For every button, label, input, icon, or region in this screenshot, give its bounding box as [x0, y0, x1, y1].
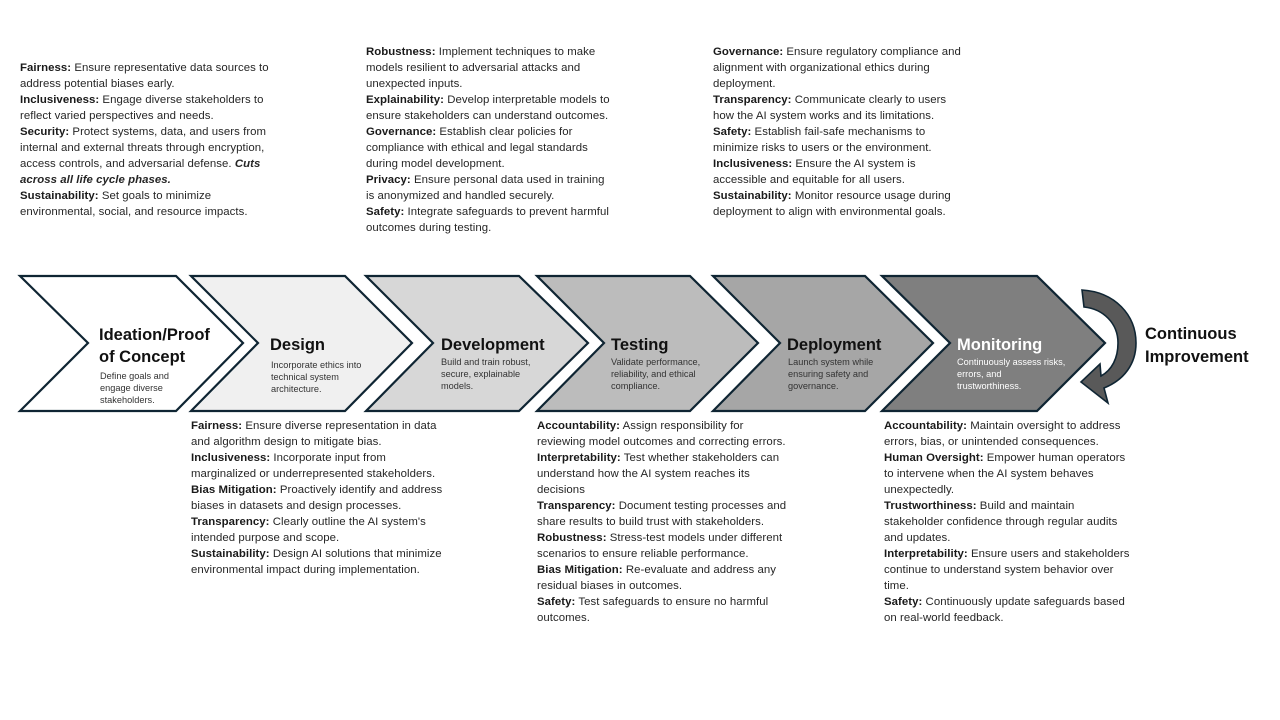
desc-line: architecture.	[271, 384, 322, 394]
principle-text: Integrate safeguards to prevent harmful outcomes during testing.	[366, 206, 609, 234]
principle-term: Trustworthiness:	[884, 500, 977, 512]
desc-line: Build and train robust,	[441, 357, 531, 367]
principle-item	[713, 156, 961, 188]
principle-text: Engage diverse stakeholders to reflect varied perspectives and needs.	[20, 94, 264, 122]
desc-line: Define goals and	[100, 371, 169, 381]
desc-line: Launch system while	[788, 357, 874, 367]
principle-text: Continuously update safeguards based on real-world feedback.	[884, 596, 1125, 624]
desc-line: secure, explainable	[441, 369, 521, 379]
principle-item	[884, 450, 1134, 498]
principle-text: Empower human operators to intervene when the AI system behaves unexpectedly.	[884, 452, 1126, 496]
principle-item	[537, 594, 787, 626]
principle-item	[366, 172, 611, 204]
principle-term: Governance:	[366, 126, 437, 138]
stage-description	[957, 356, 1065, 392]
principle-term: Inclusiveness:	[20, 94, 100, 106]
principle-item	[366, 124, 611, 172]
principles-ideation	[20, 60, 270, 220]
principle-item	[191, 514, 446, 546]
desc-line: technical system	[271, 372, 339, 382]
stage-description	[788, 356, 873, 392]
principle-text: Monitor resource usage during deployment to align with environmental goals.	[713, 190, 951, 218]
principle-text: Design AI solutions that minimize environmental impact during implementation.	[191, 548, 442, 576]
stage-title-line: of Concept	[99, 348, 186, 366]
principle-term: Fairness:	[20, 62, 72, 74]
principle-text: Ensure regulatory compliance and alignment with organizational ethics during deployment.	[713, 46, 961, 90]
principle-item	[191, 450, 446, 482]
principle-emphasis: Cuts across all life cycle phases.	[20, 158, 261, 186]
stage-title: Deployment	[787, 336, 882, 354]
principle-term: Bias Mitigation:	[537, 564, 623, 576]
principle-term: Human Oversight:	[884, 452, 984, 464]
principles-design	[191, 418, 446, 578]
principle-text: Ensure the AI system is accessible and equitable for all users.	[713, 158, 916, 186]
principle-text: Document testing processes and share results to build trust with stakeholders.	[537, 500, 787, 528]
principle-text: Clearly outline the AI system's intended purpose and scope.	[191, 516, 426, 544]
principle-term: Safety:	[366, 206, 405, 218]
principle-item	[366, 44, 611, 92]
principle-item	[366, 92, 611, 124]
principle-text: Set goals to minimize environmental, social, and resource impacts.	[20, 190, 248, 218]
principle-item	[537, 498, 787, 530]
principle-item	[884, 546, 1134, 594]
principle-item	[191, 546, 446, 578]
principle-item	[884, 498, 1134, 546]
principle-text: Communicate clearly to users how the AI system works and its limitations.	[713, 94, 947, 122]
principle-text: Stress-test models under different scenarios to ensure reliable performance.	[537, 532, 783, 560]
principle-text: Build and maintain stakeholder confidence through regular audits and updates.	[884, 500, 1118, 544]
stage-title	[99, 324, 210, 368]
principle-term: Governance:	[713, 46, 784, 58]
principle-text: Re-evaluate and address any residual biases in outcomes.	[537, 564, 776, 592]
desc-line: Continuously assess risks,	[957, 357, 1066, 367]
principle-text: Test whether stakeholders can understand how the AI system reaches its decisions	[537, 452, 780, 496]
principle-item	[713, 188, 961, 220]
loop-label-line: Continuous	[1145, 325, 1237, 343]
stage-title: Testing	[611, 336, 669, 354]
principle-term: Explainability:	[366, 94, 444, 106]
principles-testing	[537, 418, 787, 626]
principle-text: Develop interpretable models to ensure stakeholders can understand outcomes.	[366, 94, 610, 122]
principle-term: Accountability:	[884, 420, 968, 432]
principle-text: Ensure representative data sources to address potential biases early.	[20, 62, 269, 90]
stage-title: Development	[441, 336, 545, 354]
principle-item	[537, 418, 787, 450]
stage-description	[100, 370, 169, 406]
principle-text: Establish fail-safe mechanisms to minimize risks to users or the environment.	[713, 126, 932, 154]
desc-line: stakeholders.	[100, 395, 155, 405]
principle-item	[191, 418, 446, 450]
stage-title-line: Ideation/Proof	[99, 326, 210, 344]
principle-item	[20, 188, 270, 220]
desc-line: reliability, and ethical	[611, 369, 696, 379]
desc-line: trustworthiness.	[957, 381, 1022, 391]
principle-item	[713, 92, 961, 124]
principle-term: Inclusiveness:	[191, 452, 271, 464]
principle-text: Assign responsibility for reviewing model outcomes and correcting errors.	[537, 420, 786, 448]
principle-text: Proactively identify and address biases in datasets and design processes.	[191, 484, 443, 512]
principle-text: Implement techniques to make models resilient to adversarial attacks and unexpected inputs.	[366, 46, 596, 90]
principle-item	[884, 594, 1134, 626]
loop-label-line: Improvement	[1145, 348, 1249, 366]
principles-development	[366, 44, 611, 236]
principles-monitoring	[884, 418, 1134, 626]
principle-text: Establish clear policies for compliance with ethical and legal standards during model development.	[366, 126, 588, 170]
principle-item	[884, 418, 1134, 450]
stage-description	[271, 359, 361, 395]
desc-line: errors, and	[957, 369, 1002, 379]
desc-line: models.	[441, 381, 474, 391]
principle-item	[537, 530, 787, 562]
principle-term: Safety:	[713, 126, 752, 138]
desc-line: engage diverse	[100, 383, 163, 393]
principle-item	[713, 44, 961, 92]
principle-text: Test safeguards to ensure no harmful outcomes.	[537, 596, 769, 624]
principle-term: Security:	[20, 126, 70, 138]
principle-term: Privacy:	[366, 174, 411, 186]
principle-item	[20, 92, 270, 124]
principle-text: Protect systems, data, and users from internal and external threats through encryption, access controls, and adversarial defense.	[20, 126, 267, 170]
principle-item	[191, 482, 446, 514]
principle-term: Robustness:	[537, 532, 607, 544]
stage-title: Monitoring	[957, 336, 1043, 354]
desc-line: compliance.	[611, 381, 661, 391]
principle-text: Incorporate input from marginalized or underrepresented stakeholders.	[191, 452, 436, 480]
principle-item	[366, 204, 611, 236]
principle-term: Robustness:	[366, 46, 436, 58]
desc-line: governance.	[788, 381, 839, 391]
principle-term: Transparency:	[537, 500, 616, 512]
continuous-improvement-label	[1145, 323, 1249, 369]
principle-term: Transparency:	[191, 516, 270, 528]
principle-item	[537, 562, 787, 594]
principle-term: Interpretability:	[537, 452, 621, 464]
principle-term: Sustainability:	[713, 190, 792, 202]
principle-text: Maintain oversight to address errors, bias, or unintended consequences.	[884, 420, 1121, 448]
principle-item	[20, 124, 270, 188]
principle-text: Ensure users and stakeholders continue to understand system behavior over time.	[884, 548, 1130, 592]
principle-term: Transparency:	[713, 94, 792, 106]
principle-term: Interpretability:	[884, 548, 968, 560]
principle-term: Accountability:	[537, 420, 621, 432]
principle-item	[20, 60, 270, 92]
desc-line: ensuring safety and	[788, 369, 869, 379]
principles-deployment	[713, 44, 961, 220]
stage-description	[611, 356, 700, 392]
principle-item	[537, 450, 787, 498]
principle-term: Safety:	[537, 596, 576, 608]
principle-text: Ensure diverse representation in data and algorithm design to mitigate bias.	[191, 420, 437, 448]
principle-term: Sustainability:	[191, 548, 270, 560]
principle-item	[713, 124, 961, 156]
principle-term: Safety:	[884, 596, 923, 608]
principle-term: Sustainability:	[20, 190, 99, 202]
stage-title: Design	[270, 336, 326, 354]
desc-line: Validate performance,	[611, 357, 701, 367]
principle-term: Bias Mitigation:	[191, 484, 277, 496]
desc-line: Incorporate ethics into	[271, 360, 362, 370]
principle-term: Inclusiveness:	[713, 158, 793, 170]
principle-term: Fairness:	[191, 420, 243, 432]
stage-description	[441, 356, 530, 392]
principle-text: Ensure personal data used in training is anonymized and handled securely.	[366, 174, 605, 202]
